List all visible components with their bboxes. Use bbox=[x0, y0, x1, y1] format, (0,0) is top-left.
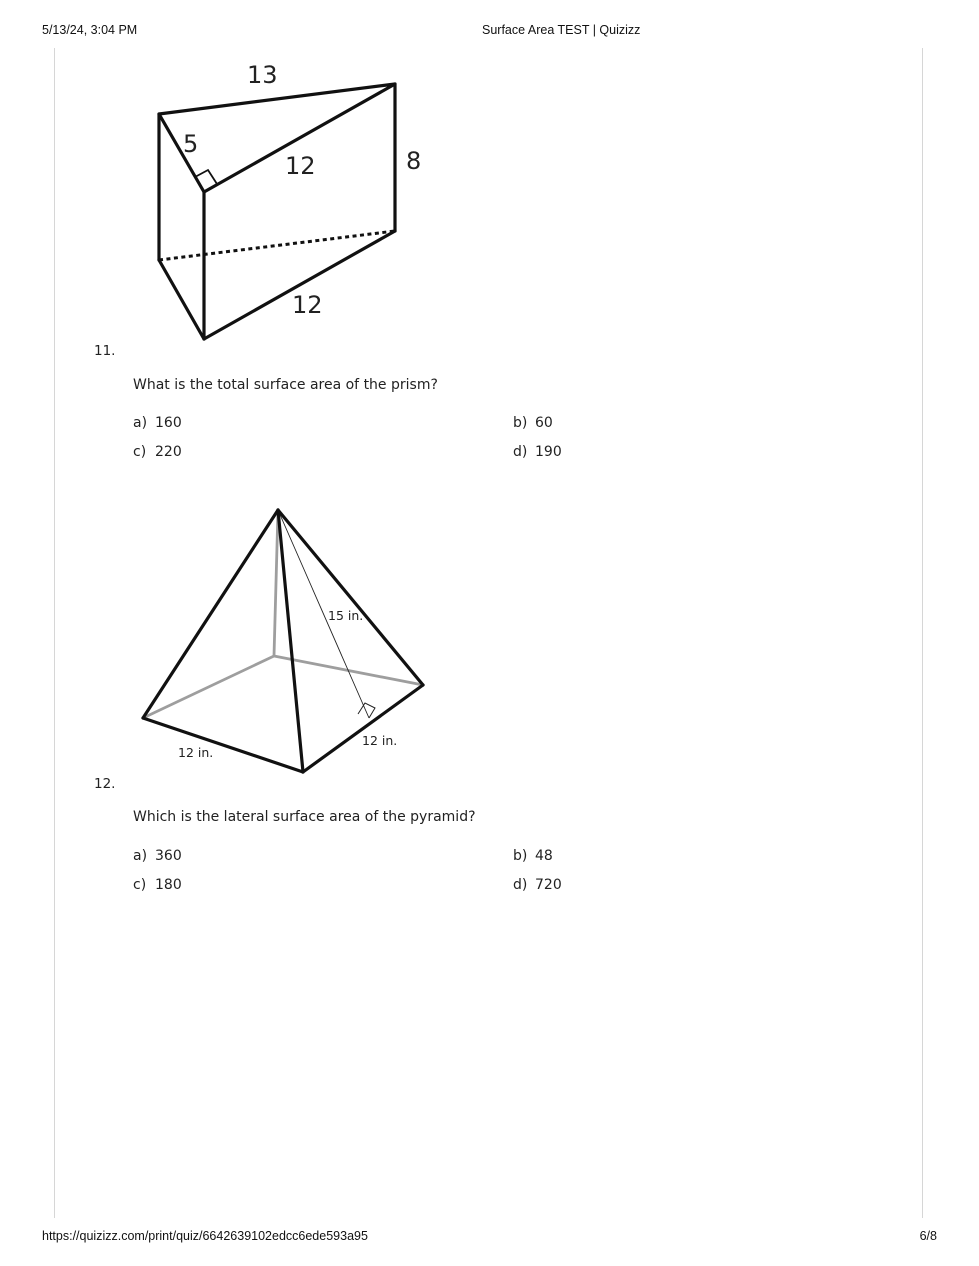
pyramid-base-front-right bbox=[303, 685, 423, 772]
prism-edge-bottom-left bbox=[159, 260, 204, 339]
option-value: 180 bbox=[155, 877, 182, 893]
answer-option[interactable] bbox=[513, 877, 562, 893]
label-slant-edge: 5 bbox=[183, 130, 199, 158]
option-letter: d) bbox=[513, 444, 528, 460]
option-letter: d) bbox=[513, 877, 528, 893]
prism-edge-bottom-right bbox=[204, 231, 395, 339]
label-top-edge: 13 bbox=[247, 61, 278, 89]
answer-option[interactable] bbox=[513, 444, 562, 460]
option-value: 160 bbox=[155, 415, 182, 431]
option-value: 190 bbox=[535, 444, 562, 460]
print-datetime: 5/13/24, 3:04 PM bbox=[42, 23, 138, 37]
print-header bbox=[0, 23, 979, 39]
option-letter: b) bbox=[513, 848, 528, 864]
option-letter: a) bbox=[133, 415, 148, 431]
pyramid-edge-right bbox=[278, 510, 423, 685]
label-slant-height: 15 in. bbox=[328, 608, 364, 623]
question-number: 12. bbox=[94, 776, 116, 792]
option-value: 720 bbox=[535, 877, 562, 893]
option-value: 360 bbox=[155, 848, 182, 864]
answer-option[interactable] bbox=[133, 415, 182, 431]
label-right-base: 12 in. bbox=[362, 733, 398, 748]
prism-hidden-edge bbox=[159, 231, 395, 260]
answer-option[interactable] bbox=[513, 848, 553, 864]
print-title: Surface Area TEST | Quizizz bbox=[482, 23, 641, 37]
label-base-edge: 12 bbox=[292, 291, 323, 319]
option-value: 60 bbox=[535, 415, 553, 431]
answer-option[interactable] bbox=[133, 444, 182, 460]
label-left-base: 12 in. bbox=[178, 745, 214, 760]
option-letter: c) bbox=[133, 444, 147, 460]
pyramid-figure bbox=[130, 500, 440, 785]
right-angle-marker bbox=[358, 703, 375, 718]
question-text: What is the total surface area of the prism? bbox=[133, 377, 438, 393]
option-letter: a) bbox=[133, 848, 148, 864]
option-value: 48 bbox=[535, 848, 553, 864]
option-value: 220 bbox=[155, 444, 182, 460]
option-letter: c) bbox=[133, 877, 147, 893]
pyramid-edge-front bbox=[278, 510, 303, 772]
answer-option[interactable] bbox=[133, 848, 182, 864]
label-height: 8 bbox=[406, 147, 422, 175]
option-letter: b) bbox=[513, 415, 528, 431]
pyramid-hidden-edge-apex bbox=[274, 510, 278, 656]
answer-option[interactable] bbox=[513, 415, 553, 431]
left-margin-rule bbox=[54, 48, 55, 1218]
print-url[interactable]: https://quizizz.com/print/quiz/6642639102edcc6ede593a95 bbox=[42, 1229, 368, 1243]
question-text: Which is the lateral surface area of the pyramid? bbox=[133, 809, 476, 825]
right-margin-rule bbox=[922, 48, 923, 1218]
question-number: 11. bbox=[94, 343, 116, 359]
answer-option[interactable] bbox=[133, 877, 182, 893]
page-number: 6/8 bbox=[919, 1229, 937, 1243]
pyramid-base-front-left bbox=[143, 718, 303, 772]
prism-figure bbox=[140, 55, 440, 350]
label-hypotenuse: 12 bbox=[285, 152, 316, 180]
print-footer bbox=[0, 1229, 979, 1245]
